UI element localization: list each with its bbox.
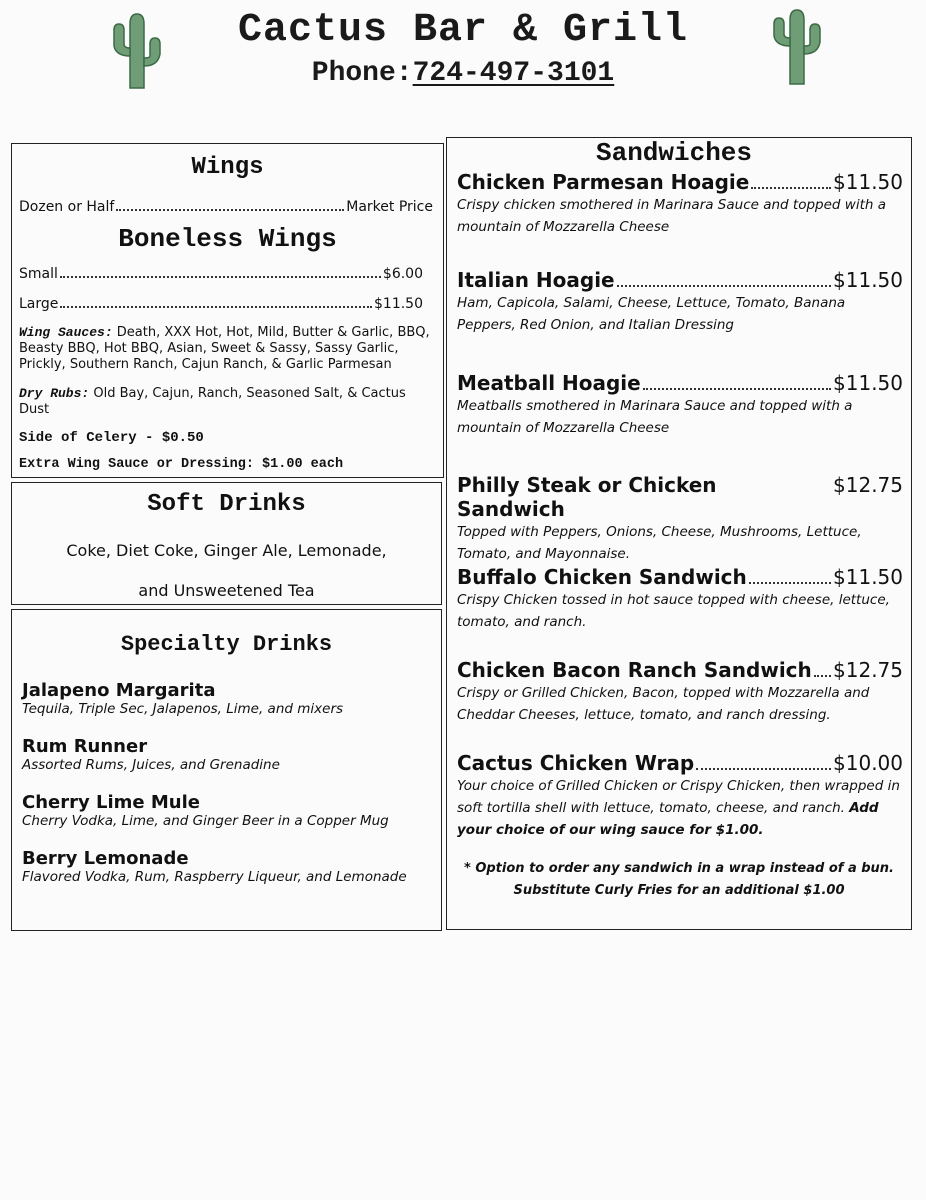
item-price: $12.75 <box>833 473 903 497</box>
sandwich-item <box>457 751 903 841</box>
item-price: $11.50 <box>833 170 903 194</box>
item-desc-addon: Add your choice of our wing sauce for $1.00. <box>457 800 879 838</box>
soft-drinks-line-1: Coke, Diet Coke, Ginger Ale, Lemonade, <box>66 541 387 560</box>
specialty-drinks-title: Specialty Drinks <box>120 632 333 657</box>
item-desc: Assorted Rums, Juices, and Grenadine <box>22 757 280 773</box>
item-desc: Tequila, Triple Sec, Jalapenos, Lime, and mixers <box>22 701 344 717</box>
item-name: Chicken Parmesan Hoagie <box>457 170 750 194</box>
sauces-label: Wing Sauces: <box>19 325 113 340</box>
specialty-item <box>22 736 437 773</box>
wings-section <box>11 143 444 478</box>
sandwiches-section <box>446 137 912 930</box>
wings-dozen-row <box>19 199 433 215</box>
item-name: Rum Runner <box>22 736 148 757</box>
item-name: Large <box>19 296 59 312</box>
phone-line <box>0 58 926 89</box>
item-desc <box>457 775 903 841</box>
sandwich-item <box>457 473 903 565</box>
boneless-small-row <box>19 266 423 282</box>
item-price: $11.50 <box>833 268 903 292</box>
item-desc: Crispy or Grilled Chicken, Bacon, topped with Mozzarella and Cheddar Cheeses, lettuce, tomato, and ranch dressing. <box>457 685 870 723</box>
celery-line: Side of Celery - $0.50 <box>19 430 204 446</box>
wings-title: Wings <box>191 154 264 181</box>
item-price: $6.00 <box>382 266 423 282</box>
sandwiches-title: Sandwiches <box>595 138 753 168</box>
item-name: Berry Lemonade <box>22 848 189 869</box>
item-desc: Topped with Peppers, Onions, Cheese, Mushrooms, Lettuce, Tomato, and Mayonnaise. <box>457 524 862 562</box>
specialty-item <box>22 680 437 717</box>
phone-number[interactable]: 724-497-3101 <box>412 58 615 89</box>
wing-sauces <box>19 325 437 373</box>
item-name: Jalapeno Margarita <box>22 680 216 701</box>
sandwich-item <box>457 565 903 633</box>
sandwich-item <box>457 658 903 726</box>
item-price: $12.75 <box>833 658 903 682</box>
item-price: $10.00 <box>833 751 903 775</box>
restaurant-title: Cactus Bar & Grill <box>237 8 689 53</box>
soft-drinks-section <box>11 482 442 605</box>
item-desc: Crispy Chicken tossed in hot sauce topped with cheese, lettuce, tomato, and ranch. <box>457 592 890 630</box>
boneless-large-row <box>19 296 423 312</box>
item-desc: Cherry Vodka, Lime, and Ginger Beer in a Copper Mug <box>22 813 389 829</box>
item-name: Cherry Lime Mule <box>22 792 200 813</box>
sandwich-note-1: * Option to order any sandwich in a wrap instead of a bun. <box>464 861 894 876</box>
sandwich-item <box>457 371 903 439</box>
item-name: Philly Steak or Chicken Sandwich <box>457 473 717 521</box>
item-name: Meatball Hoagie <box>457 371 641 395</box>
item-price: $11.50 <box>833 371 903 395</box>
item-name: Buffalo Chicken Sandwich <box>457 565 747 589</box>
item-price: $11.50 <box>374 296 423 312</box>
extra-sauce-line: Extra Wing Sauce or Dressing: $1.00 each <box>19 457 344 472</box>
item-price: Market Price <box>346 199 433 215</box>
sandwich-note-2: Substitute Curly Fries for an additional $1.00 <box>513 883 845 898</box>
sandwich-item <box>457 170 903 238</box>
item-desc-text: Your choice of Grilled Chicken or Crispy Chicken, then wrapped in soft tortilla shell with lettuce, tomato, cheese, and ranch. <box>457 778 900 816</box>
rubs-text: Old Bay, Cajun, Ranch, Seasoned Salt, & Cactus Dust <box>19 386 406 417</box>
item-desc: Meatballs smothered in Marinara Sauce and topped with a mountain of Mozzarella Cheese <box>457 398 853 436</box>
soft-drinks-title: Soft Drinks <box>147 491 306 518</box>
dry-rubs <box>19 386 437 418</box>
item-name: Small <box>19 266 58 282</box>
item-desc: Crispy chicken smothered in Marinara Sauce and topped with a mountain of Mozzarella Cheese <box>457 197 886 235</box>
item-desc: Ham, Capicola, Salami, Cheese, Lettuce, Tomato, Banana Peppers, Red Onion, and Italian Dressing <box>457 295 846 333</box>
item-name: Chicken Bacon Ranch Sandwich <box>457 658 812 682</box>
item-price: $11.50 <box>833 565 903 589</box>
specialty-drinks-section <box>11 609 442 931</box>
item-name: Italian Hoagie <box>457 268 615 292</box>
phone-label: Phone: <box>311 58 413 89</box>
rubs-label: Dry Rubs: <box>19 386 90 401</box>
soft-drinks-line-2: and Unsweetened Tea <box>138 581 315 600</box>
item-name: Dozen or Half <box>19 199 115 215</box>
item-name: Cactus Chicken Wrap <box>457 751 695 775</box>
sauces-text: Death, XXX Hot, Hot, Mild, Butter & Garlic, BBQ, Beasty BBQ, Hot BBQ, Asian, Sweet & Sassy, Sassy Garlic, Prickly, Southern Ranch, Cajun Ranch, & Garlic Parmesan <box>19 325 430 372</box>
boneless-title: Boneless Wings <box>118 224 337 254</box>
specialty-item <box>22 848 437 885</box>
sandwich-item <box>457 268 903 336</box>
item-desc: Flavored Vodka, Rum, Raspberry Liqueur, and Lemonade <box>22 869 407 885</box>
specialty-item <box>22 792 437 829</box>
